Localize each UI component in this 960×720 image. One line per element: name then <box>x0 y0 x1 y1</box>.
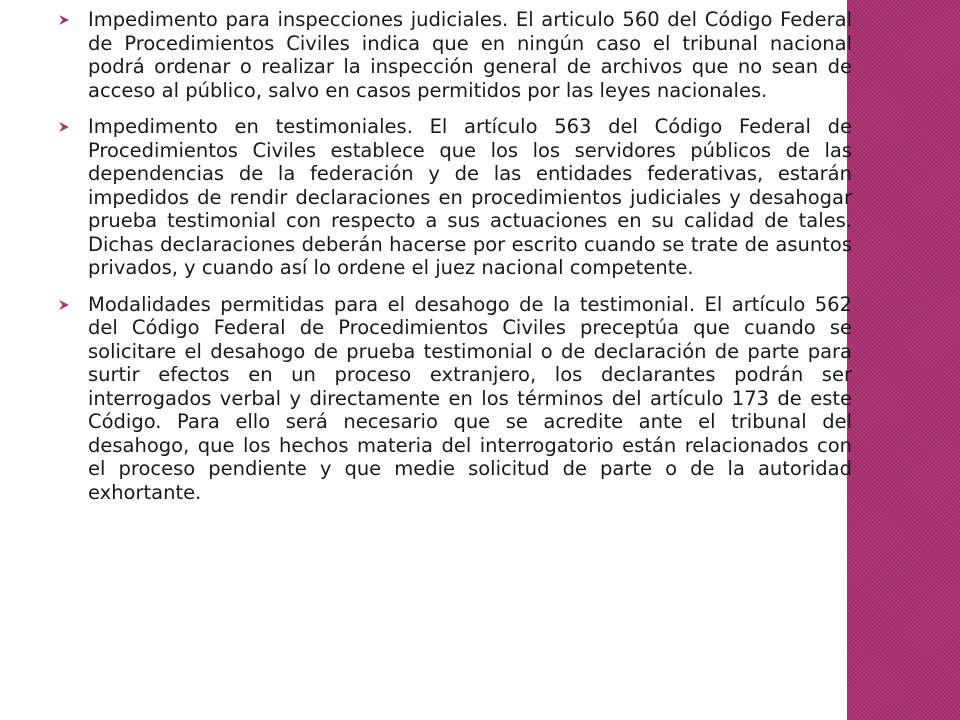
decorative-side-band <box>847 0 960 720</box>
bullet-list <box>58 8 852 504</box>
bullet-item-1 <box>58 8 852 102</box>
bullet-item-3 <box>58 293 852 505</box>
bullet-text: Impedimento en testimoniales. El artículo 563 del Código Federal de Procedimientos Civiles establece que los los servidores públicos de las dependencias de la federación y de las entidades federativas, estarán impedidos de rendir declaraciones en procedimientos judiciales y desahogar prueba testimonial con respecto a sus actuaciones en su calidad de tales. Dichas declaraciones deberán hacerse por escrito cuando se trate de asuntos privados, y cuando así lo ordene el juez nacional competente. <box>88 115 852 279</box>
arrowhead-bullet-icon <box>58 14 70 26</box>
arrowhead-bullet-icon <box>58 121 70 133</box>
bullet-text: Modalidades permitidas para el desahogo de la testimonial. El artículo 562 del Código Federal de Procedimientos Civiles preceptúa que cuando se solicitare el desahogo de prueba testimonial o de declaración de parte para surtir efectos en un proceso extranjero, los declarantes podrán ser interrogados verbal y directamente en los términos del artículo 173 de este Código. Para ello será necesario que se acredite ante el tribunal del desahogo, que los hechos materia del interrogatorio están relacionados con el proceso pendiente y que medie solicitud de parte o de la autoridad exhortante. <box>88 292 852 504</box>
bullet-item-2 <box>58 115 852 280</box>
slide-content <box>58 8 852 517</box>
bullet-text: Impedimento para inspecciones judiciales. El articulo 560 del Código Federal de Procedimientos Civiles indica que en ningún caso el tribunal nacional podrá ordenar o realizar la inspección general de archivos que no sean de acceso al público, salvo en casos permitidos por las leyes nacionales. <box>88 8 852 102</box>
arrowhead-bullet-icon <box>58 299 70 311</box>
